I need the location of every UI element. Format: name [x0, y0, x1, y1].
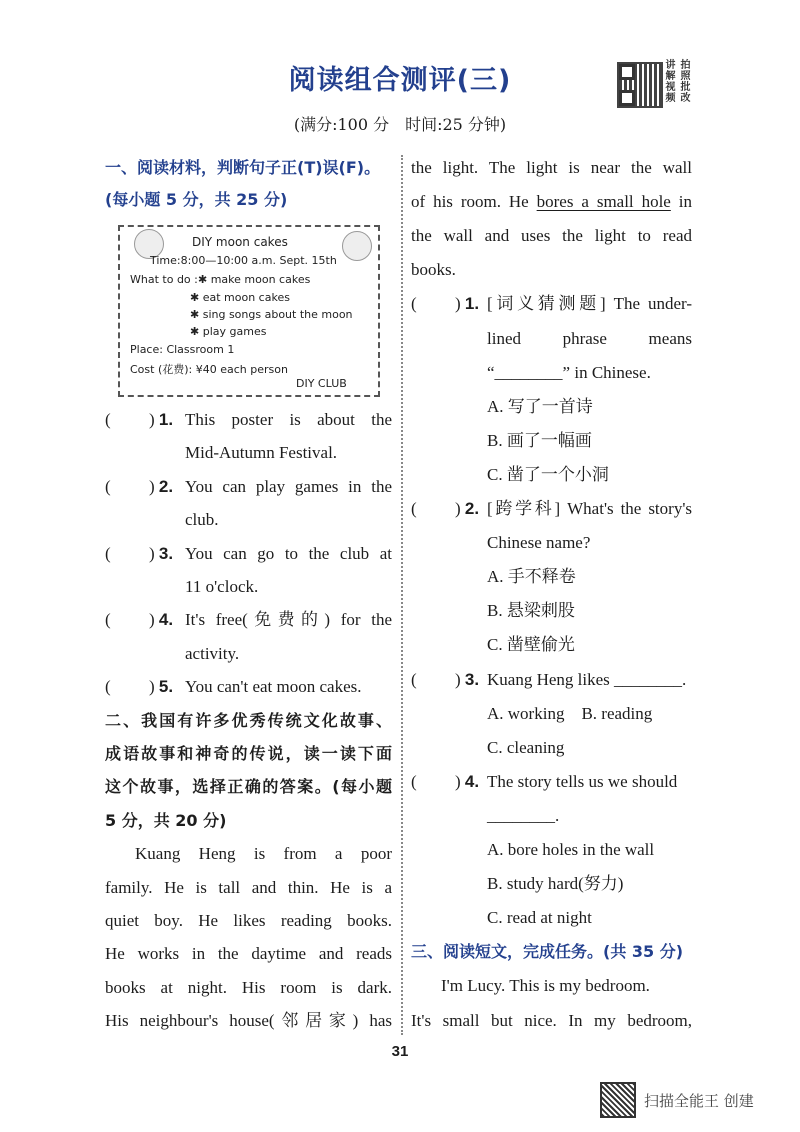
diy-poster	[118, 225, 380, 397]
question-item: Kuang Heng likes ________.	[487, 669, 687, 689]
bracket-close-glyph: )	[149, 476, 155, 496]
moon-rabbit-illustration-icon	[342, 231, 372, 261]
passage-line: His neighbour's house(邻居家) has	[105, 1011, 392, 1031]
question-text: ________.	[487, 805, 560, 825]
column-divider	[401, 155, 403, 1035]
bracket-close	[149, 675, 173, 699]
text-before: of his room. He	[411, 192, 537, 212]
question-text: Chinese name?	[487, 533, 591, 553]
bracket-close	[149, 475, 173, 499]
question-text: B. 画了一幅画	[487, 430, 592, 450]
bracket-close-glyph: )	[149, 543, 155, 563]
section-heading: 5 分，共 20 分)	[105, 810, 227, 830]
bracket-close-glyph: )	[149, 410, 155, 429]
line-text	[411, 192, 692, 211]
question-text: C. 凿了一个小洞	[487, 464, 609, 484]
question-text: lined phrase means	[487, 328, 692, 348]
page-number: 31	[391, 1043, 409, 1060]
question-number: 2.	[158, 476, 174, 496]
bracket-open: (	[411, 771, 417, 791]
bracket-open: (	[411, 294, 417, 314]
bracket-close-glyph: )	[455, 771, 461, 791]
passage-line: I'm Lucy. This is my bedroom.	[441, 976, 650, 996]
question-text: A. working B. reading	[487, 703, 653, 723]
bracket-close	[455, 770, 479, 794]
bracket-close	[455, 497, 479, 521]
bracket-open: (	[105, 610, 111, 630]
question-item: [词义猜测题] The under-	[487, 294, 692, 314]
question-item: You can go to the club at	[185, 543, 392, 563]
underlined-phrase: bores a small hole	[536, 192, 671, 212]
poster-place: Place: Classroom 1	[130, 343, 235, 356]
question-text: A. 写了一首诗	[487, 396, 593, 416]
poster-what-label: What to do :	[130, 273, 198, 286]
question-text: “________” in Chinese.	[487, 362, 651, 382]
passage-line: the wall and uses the light to read	[411, 226, 692, 246]
question-number: 4.	[158, 610, 174, 630]
bracket-open: (	[411, 499, 417, 518]
bracket-open: (	[105, 410, 111, 429]
answer-blank[interactable]	[411, 292, 487, 316]
passage-line: family. He is tall and thin. He is a	[105, 877, 392, 897]
passage-line: quiet boy. He likes reading books.	[105, 911, 392, 930]
section-heading: 这个故事，选择正确的答案。(每小题	[105, 777, 392, 797]
question-item: You can't eat moon cakes.	[185, 677, 362, 697]
answer-blank[interactable]	[105, 675, 185, 699]
question-text: A. bore holes in the wall	[487, 840, 655, 859]
answer-blank[interactable]	[105, 608, 185, 632]
question-number: 4.	[464, 771, 480, 791]
bracket-close	[149, 408, 173, 432]
poster-time: Time:8:00—10:00 a.m. Sept. 15th	[150, 254, 337, 267]
poster-activity: ✱ sing songs about the moon	[190, 308, 353, 321]
answer-blank[interactable]	[105, 408, 185, 432]
watermark-qr-icon	[600, 1082, 636, 1118]
question-number: 3.	[158, 543, 174, 563]
bracket-close-glyph: )	[455, 669, 461, 689]
qr-label: 讲 拍 解 照 视 批 频 改	[665, 60, 691, 104]
passage-line: the light. The light is near the wall	[411, 158, 692, 177]
question-item: You can play games in the	[185, 476, 392, 496]
answer-blank[interactable]	[411, 668, 487, 692]
question-text: club.	[185, 510, 219, 530]
question-number: 1.	[464, 294, 480, 314]
passage-line: Kuang Heng is from a poor	[135, 844, 392, 864]
poster-activity: ✱ play games	[190, 325, 267, 338]
poster-activity: ✱ make moon cakes	[198, 273, 311, 286]
section-heading: 二、我国有许多优秀传统文化故事、	[105, 710, 392, 730]
question-number: 5.	[158, 677, 174, 697]
passage-line	[411, 190, 692, 214]
section-heading: 三、阅读短文，完成任务。(共 35 分)	[411, 942, 684, 962]
bracket-open: (	[105, 677, 111, 697]
question-item: [跨学科] What's the story's	[487, 499, 692, 518]
page-subtitle: (满分:100 分 时间:25 分钟)	[293, 115, 507, 134]
question-text: A. 手不释卷	[487, 567, 576, 587]
bracket-open: (	[105, 543, 111, 563]
question-text: 11 o'clock.	[185, 577, 259, 596]
question-item: This poster is about the	[185, 410, 392, 429]
section-heading: 一、阅读材料，判断句子正(T)误(F)。	[105, 158, 381, 177]
bracket-close-glyph: )	[149, 677, 155, 697]
bracket-close-glyph: )	[149, 610, 155, 630]
answer-blank[interactable]	[105, 475, 185, 499]
bracket-close	[455, 292, 479, 316]
question-number: 1.	[158, 410, 174, 429]
poster-activity: ✱ eat moon cakes	[190, 291, 290, 304]
question-item: It's free(免费的) for the	[185, 610, 392, 630]
watermark-text: 扫描全能王 创建	[644, 1091, 754, 1110]
question-text: C. cleaning	[487, 737, 565, 757]
bracket-close	[149, 608, 173, 632]
text-after: in	[670, 192, 692, 212]
bracket-close	[455, 668, 479, 692]
poster-club: DIY CLUB	[296, 377, 347, 390]
question-text: B. study hard(努力)	[487, 874, 624, 894]
passage-line: He works in the daytime and reads	[105, 944, 392, 964]
watermark	[600, 1082, 754, 1118]
question-text: C. read at night	[487, 908, 592, 928]
question-number: 2.	[464, 499, 480, 518]
answer-blank[interactable]	[411, 770, 487, 794]
bracket-close-glyph: )	[455, 499, 461, 518]
passage-line: books at night. His room is dark.	[105, 977, 392, 997]
question-text: Mid-Autumn Festival.	[185, 443, 338, 463]
section-heading: 成语故事和神奇的传说，读一读下面	[105, 744, 392, 763]
bracket-close-glyph: )	[455, 294, 461, 314]
question-number: 3.	[464, 669, 480, 689]
poster-cost: Cost (花费): ¥40 each person	[130, 363, 288, 376]
bracket-open: (	[105, 476, 111, 496]
bracket-close	[149, 542, 173, 566]
qr-code-icon	[617, 62, 663, 108]
bracket-open: (	[411, 669, 417, 689]
question-text: activity.	[185, 643, 240, 663]
section-heading: (每小题 5 分，共 25 分)	[105, 190, 288, 209]
question-text: C. 凿壁偷光	[487, 635, 575, 655]
question-text: B. 悬梁刺股	[487, 601, 575, 621]
poster-title: DIY moon cakes	[192, 235, 288, 249]
passage-line: It's small but nice. In my bedroom,	[411, 1010, 692, 1030]
page-title: 阅读组合测评(三)	[288, 65, 512, 96]
question-item: The story tells us we should	[487, 771, 678, 791]
passage-line: books.	[411, 260, 456, 280]
answer-blank[interactable]	[105, 542, 185, 566]
answer-blank[interactable]	[411, 497, 487, 521]
